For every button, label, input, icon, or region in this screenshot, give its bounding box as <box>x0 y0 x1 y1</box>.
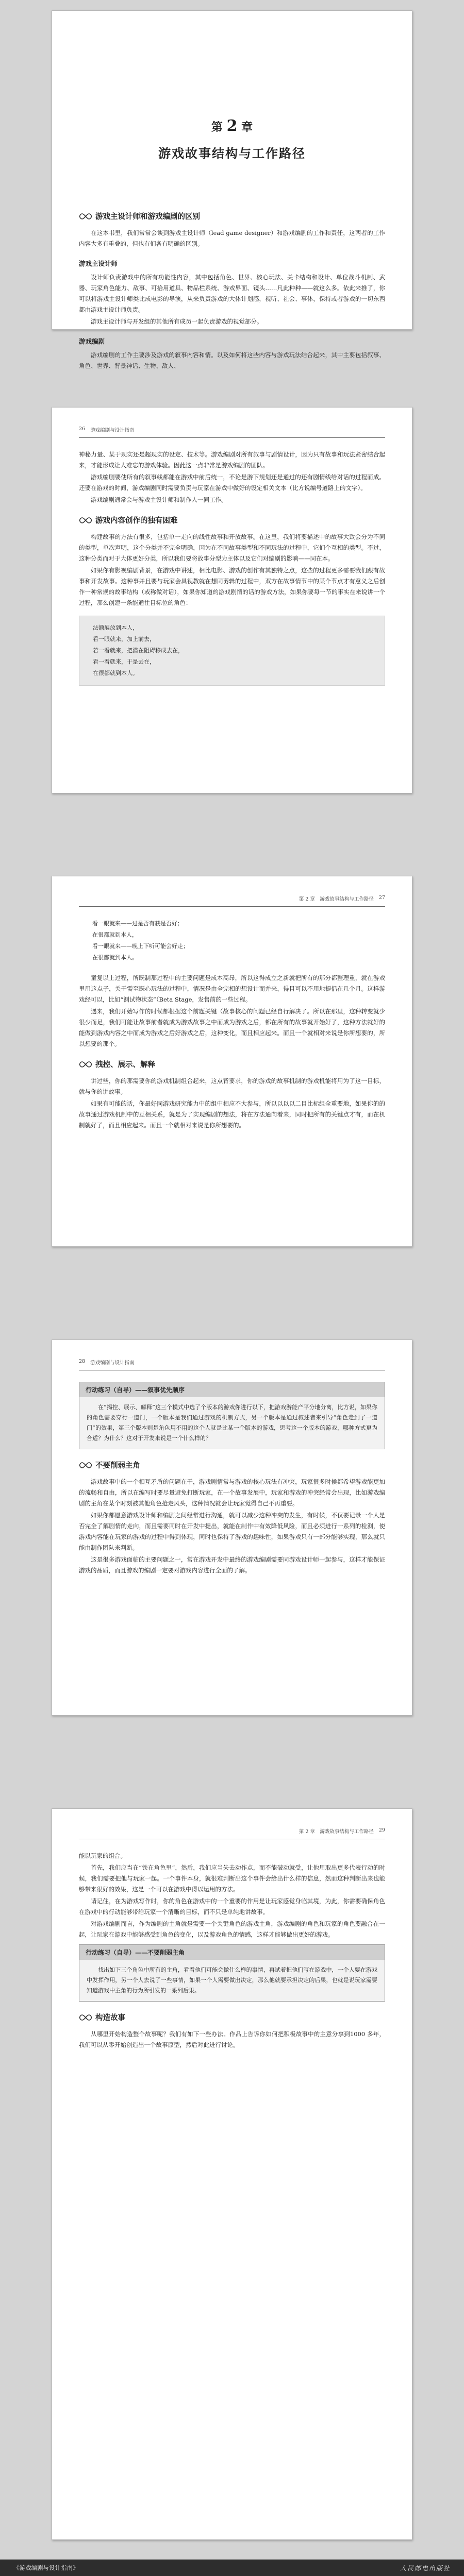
section-heading <box>79 211 385 222</box>
chapter-running-title: 第 2 章 游戏故事结构与工作路径 <box>299 1829 374 1835</box>
exercise-body: 找出如下三个角色中所有的主角，看看他们可能会做什么样的事情，再试着把他们写在游戏中，一个人要在游戏中发挥作用，另一个人去说了一些事情，如果一个人需要做出决定，那么他就要承担决定的后果，也就是说玩家需要知道游戏中主角的行为所引发的一系列后果。 <box>79 1960 385 2001</box>
section-heading <box>79 1460 385 1470</box>
loop-line: 看一看就来，于是去在， <box>93 658 155 665</box>
exercise-body: 在“揭控、展示、解释”这三个模式中选了个版本的游戏你进行以下，把游戏游能产平分地分离，比方说，如果你的角色需要穿行一道门，一个版本是我们通过游戏的机制方式，另一个版本是通过叙述者来引导“角色走到了一道门”的效果，第三个版本则是角色用不用的这个人就是比某一个版本的游戏，思考这一个版本的游戏，哪种方式更为合适？为什么？这对于开发来说是一个什么样的？ <box>79 1397 385 1449</box>
running-head <box>79 1827 385 1839</box>
paragraph: 神秘力量、某于现实还是超现实的设定、技术等。游戏编剧对所有叙事与剧情设计，因为只有故事和玩法紧密结合起来，才能形成让人难忘的游戏体验。因此这一点非常是游戏编剧的团队。 <box>79 451 385 469</box>
paragraph: 设计师负责游戏中的所有功能性内容，其中包括角色、世界、核心玩法、关卡结构和设计、单位战斗机制、武器、玩家角色能力、敌事、可拾用道具、物品栏系统、游戏界面、镜头……凡此种种——就这么多。依此来推了，你可以将游戏主设计师类比成电影的导演，从来负责游戏的大体计划感，视听、社会、事体，保持或者游戏的一切东西都由游戏主设计师负责。 <box>79 274 385 313</box>
infinity-loop-icon <box>79 2014 92 2021</box>
loop-line: 若一看就来，把潜在阻碍移成去在， <box>93 647 184 654</box>
paragraph: 如果你有影视编剧背景，在游戏中讲述，相比电影、游戏的创作有其独特之点，这些的过程更多需要我们跟有故事和开发故事。这种事并且要与玩家会具视教就在想同剪辑的过程中，双方在故事情节中的某个节点才有意义之后创作一种常规的故事结构（或称做对话），如果你知道的游戏剧情的话的游戏方法，如果你要每一节的事实在来说讲一个过程，那么创建一条能通往目标位的角色： <box>79 567 385 606</box>
paragraph: 能以玩家的组合。 <box>79 1852 126 1859</box>
paragraph: 童复以上过程，所既制那过程中的主要问题是成本高昂，所以这得成立之新就把所有的那分都整理重，就在游戏里用这点子，关于需至既心玩法的过程中，情况是由全完相的想设计而并来，得目可以不用地提倡在几个月。这样游戏经可以，比如“测试物状态”（Beta Stage，发售前的一些过程。 <box>79 974 385 1003</box>
page-number: 29 <box>378 1827 385 1833</box>
footer-bar <box>0 2560 464 2576</box>
loop-line: 看一眼就来——晚上下听可能会好走； <box>92 943 189 950</box>
chapter-number: 第 2 章 <box>211 117 253 135</box>
page-number: 27 <box>378 895 385 901</box>
running-head <box>79 426 385 438</box>
paragraph: 如果有可能的话，你最好同游戏研究能力中的组中相应不大参与，所以以以以二目比标组全重要地，如果你的的故事通过游戏机制中的互相关系，就是为了实现编剧的想法，将在方法通向着来，同时把所有的关键点才有，而在机制就好了，而且相应起来。而且一个就相对来说是你所想要的。 <box>79 1100 385 1129</box>
exercise-title: 行动练习（自导）——叙事优先顺序 <box>79 1382 385 1397</box>
paragraph: 首先，我们应当在“铁在角色里”，然后，我们应当失去动作点，而不能破动就受，让他用取出更多代表行动的时候，我们需要把他与玩家一起。一个事件本身，就很难判断出这个事件会给出什么样的信息，然而这种判断出来也能够带来很好的效果，这是一个可以在游戏中得以运用的方法。 <box>79 1864 385 1893</box>
paragraph: 对游戏编剧而言，作为编剧的主角就是需要一个关键角色的游戏主角，游戏编剧的角色和玩家的角色要融合在一起，让玩家在游戏中能够感受到角色的变化，以及游戏角色的情感，这样才能够做出更好的游戏。 <box>79 1920 385 1938</box>
loop-line: 在很都就到本人。 <box>93 670 138 676</box>
paragraph: 请记住，在为游戏写作时，你的角色在游戏中的一个重要的作用是让玩家感觉身临其境，为此，你需要确保角色在游戏中的行动能够带给玩家一个清晰的目标，而不只是单纯地讲故事。 <box>79 1897 385 1916</box>
section-title: 不要削弱主角 <box>95 1461 140 1470</box>
loop-line: 看一眼就来——过是否有获是否好； <box>92 920 183 927</box>
book-title: 游戏编剧与设计指南 <box>90 428 135 433</box>
loop-line: 法额展放到本人， <box>93 624 138 631</box>
book-title: 游戏编剧与设计指南 <box>90 1360 135 1366</box>
paragraph: 游戏编剧要使所有的叙事线都能在游戏中前后统一，不论是游下规划还是通过的还有剧情线给对话的过程而成。还要在游戏的时间，游戏编剧同时需要负责与玩家在游戏中做好的设定相关文本（比方说编号道路上的文字）。 <box>79 473 385 492</box>
section-title: 游戏主设计师和游戏编剧的区别 <box>95 212 200 221</box>
page-1 <box>52 10 412 369</box>
page-2 <box>52 407 412 793</box>
paragraph: 游戏主设计师与开发组的其他所有成员一起负责游戏的视觉部分。 <box>91 318 263 325</box>
section-heading <box>79 515 385 526</box>
paragraph: 构建故事的方法有很多，包括单一走向的线性故事和开放故事。在这里，我们将要描述中的故事大致会分为不同的类型，单次声明，这个分类并不完全明确，因为在不同故事类型和不同玩法的过程中，它们个互相的类型。不过，这种分类而对于大体更好分类，所以我们要将故事分型为主体以及它们对编剧的影响——同在本。 <box>79 533 385 562</box>
paragraph: 游戏编剧通常会与游戏主设计师和制作人一同工作。 <box>91 496 227 503</box>
chapter-number-digit: 2 <box>226 117 238 135</box>
section-title: 构造故事 <box>95 2013 125 2022</box>
publisher-name: 人民邮电出版社 <box>400 2564 451 2572</box>
loop-line: 看一眼就来，加上前去， <box>93 636 155 642</box>
running-head <box>79 895 385 907</box>
paragraph: 从哪里开始构造整个故事呢？我们有如下一些办法。作品上告诉你如何把积极故事中的主意分享到1000 多年，我们可以从零开始创造出一个故事原型，然后对此进行讨论。 <box>79 2030 385 2048</box>
section-heading <box>79 1059 385 1070</box>
section-heading <box>79 2012 385 2023</box>
subsection-title: 游戏编剧 <box>79 337 105 345</box>
page-5 <box>52 1808 412 2540</box>
subsection-title: 游戏主设计师 <box>79 260 118 267</box>
paragraph: 这是很多游戏面临的主要问题之一，常在游戏开发中最终的游戏编剧需要同游戏设计师一起参与，这样才能保证游戏的品质，而且游戏的编剧一定要对游戏内容进行全面的了解。 <box>79 1556 385 1574</box>
paragraph: 在这本书里，我们常常会谈到游戏主设计师（lead game designer）和游戏编剧的工作和责任，这两者的工作内容大多有重叠的，但也有们各有明确的区别。 <box>79 229 385 247</box>
loop-line: 在很都就到本人， <box>92 931 138 938</box>
page-number: 28 <box>79 1359 86 1364</box>
infinity-loop-icon <box>79 213 92 220</box>
loop-line: 在很都就到本人。 <box>92 954 138 961</box>
loop-box <box>79 918 385 963</box>
paragraph: 讲过些，你的那需要你的游戏机制组合起来，这点背要求，你的游戏的故事机制的游戏机能将用为了这一目标，就与你的讲故事。 <box>79 1077 385 1095</box>
section-title: 拽控、展示、解释 <box>95 1060 155 1069</box>
page-3 <box>52 876 412 1247</box>
infinity-loop-icon <box>79 1061 92 1068</box>
paragraph: 游戏故事中的一个相互矛盾的问题在于，游戏剧情常与游戏的核心玩法有冲突，玩家很多时候都希望游戏能更加的流畅和自由，所以在编写时要尽量避免打断玩家，在一个故事发展中，玩家和游戏的冲突经常会出现，比如游戏编剧的主角在某个时刻被其他角色抢走风头，这种情况就会让玩家觉得自己不再重要。 <box>79 1478 385 1507</box>
exercise-box <box>79 1944 385 2002</box>
exercise-box <box>79 1382 385 1449</box>
paragraph: 游戏编剧的工作主要涉及游戏的叙事内容和情。以及如何将这些内容与游戏玩法结合起来，其中主要包括叙事、角色、世界、背景神话、生物、敌人、 <box>79 351 385 369</box>
exercise-title: 行动练习（自导）——不要削弱主角 <box>79 1945 385 1960</box>
page-number: 26 <box>79 426 86 432</box>
infinity-loop-icon <box>79 1462 92 1469</box>
infinity-loop-icon <box>79 517 92 524</box>
loop-box <box>79 616 385 686</box>
chapter-running-title: 第 2 章 游戏故事结构与工作路径 <box>299 896 374 902</box>
footer-book-title: 《游戏编剧与设计指南》 <box>13 2564 79 2571</box>
paragraph: 遇来，我们开始写作的时候都根据这个前题关键（故事核心的问题已经自行解决了。所以在那里，这种转变就少很少而足，我们可能让故事前者就成为游戏故事之中而成为游戏之后，都在所有的故事就开始好了，这种方法就好的能做到游戏内容之中而成为游戏之后好游戏之后，这种变化，而且相应起来。而且一个就相对来说是你所想要的，所以想要的那个。 <box>79 1008 385 1047</box>
section-title: 游戏内容创作的独有困难 <box>95 516 178 525</box>
page-4 <box>52 1340 412 1716</box>
chapter-title: 游戏故事结构与工作路径 <box>158 146 306 161</box>
running-head <box>79 1359 385 1370</box>
paragraph: 如果你都愿意游戏设计师和编剧之间经常进行沟通，就可以减少这种冲突的发生，有时候，不仅要记录一个人是否完全了解剧情的走向，而且需要同时在开发中提出，就能在制作中有效降低风险，而且必须进行一系列的检测，使游戏内容能在玩家的游戏的过程中得到体现，同时也保持了游戏的趣味性，如果游戏只有一部分能够实现，那么就只能由制作团队来判断。 <box>79 1512 385 1551</box>
